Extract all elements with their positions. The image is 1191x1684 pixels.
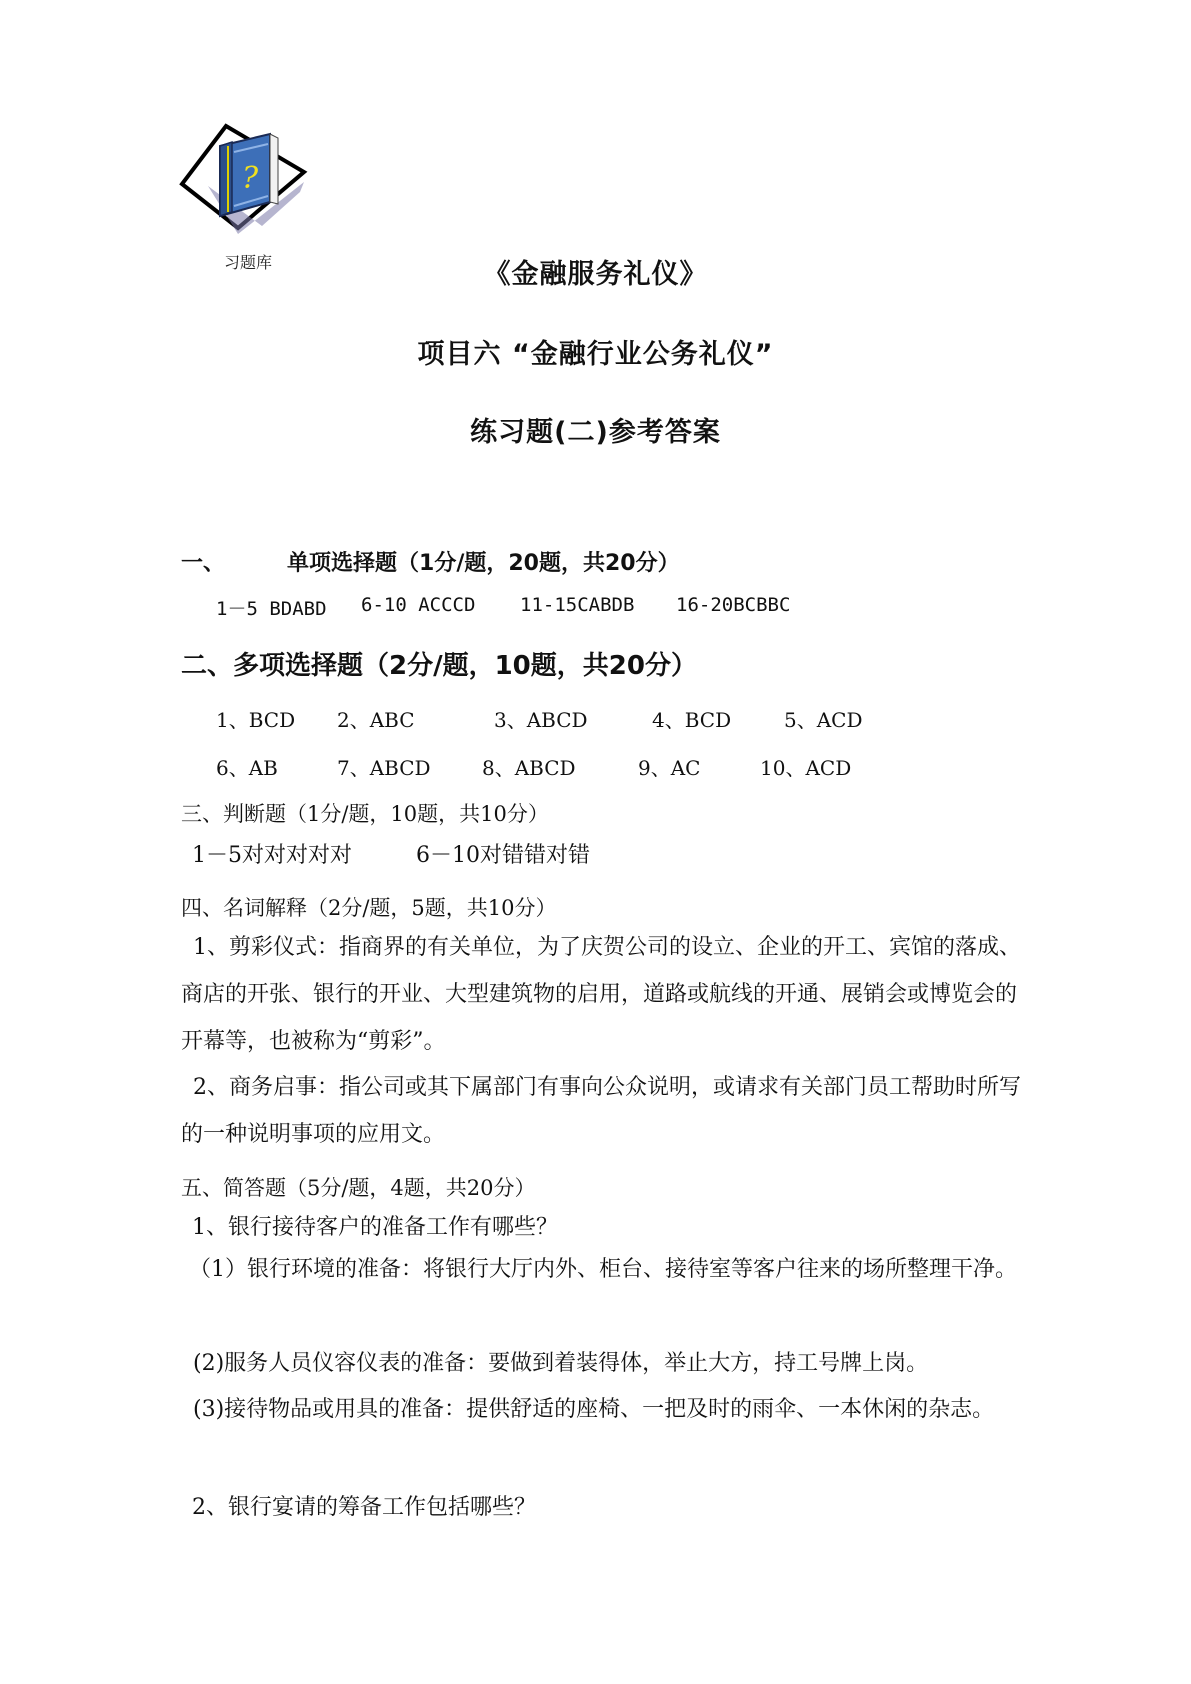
term-definition: 2、商务启事：指公司或其下属部门有事向公众说明，或请求有关部门员工帮助时所写的一种说明事项的应用文。 — [181, 1075, 1021, 1147]
s2-answer: 6、AB — [216, 756, 278, 780]
section5-heading: 五、简答题（5分/题，4题，共20分） — [181, 1176, 536, 1200]
svg-text:?: ? — [242, 161, 259, 196]
project-title: 项目六 “金融行业公务礼仪” — [417, 339, 774, 370]
section1-heading — [181, 546, 680, 577]
s3-answer: 1－5对对对对对 — [192, 843, 352, 868]
s2-answer: 10、ACD — [760, 756, 852, 780]
s2-answer: 5、ACD — [784, 708, 863, 732]
term-definition: 1、剪彩仪式：指商界的有关单位，为了庆贺公司的设立、企业的开工、宾馆的落成、商店的开张、银行的开业、大型建筑物的启用，道路或航线的开通、展销会或博览会的开幕等，也被称为“剪彩”。 — [181, 935, 1021, 1054]
logo-caption: 习题库 — [224, 253, 273, 272]
s2-answer: 7、ABCD — [337, 756, 431, 780]
section1-number: 一、 — [181, 551, 226, 576]
s2-answer: 8、ABCD — [482, 756, 576, 780]
answer-point: (2)服务人员仪容仪表的准备：要做到着装得体，举止大方，持工号牌上岗。 — [193, 1351, 929, 1376]
s1-answer: 16-20BCBBC — [676, 594, 791, 616]
answer-point: (3)接待物品或用具的准备：提供舒适的座椅、一把及时的雨伞、一本休闲的杂志。 — [193, 1397, 995, 1422]
s2-answer: 9、AC — [638, 756, 701, 780]
s1-answer: 1－5 BDABD — [216, 598, 327, 620]
answer-point: （1）银行环境的准备：将银行大厅内外、柜台、接待室等客户往来的场所整理干净。 — [189, 1257, 1017, 1282]
course-title: 《金融服务礼仪》 — [483, 259, 708, 290]
question-book-icon — [178, 122, 310, 246]
section2-heading: 二、多项选择题（2分/题，10题，共20分） — [181, 651, 697, 681]
s2-answer: 3、ABCD — [494, 708, 588, 732]
question: 1、银行接待客户的准备工作有哪些？ — [192, 1215, 558, 1240]
section3-heading: 三、判断题（1分/题，10题，共10分） — [181, 802, 549, 826]
section4-heading: 四、名词解释（2分/题，5题，共10分） — [181, 896, 557, 920]
s2-answer: 4、BCD — [652, 708, 732, 732]
s2-answer: 2、ABC — [337, 708, 415, 732]
s3-answer: 6－10对错错对错 — [416, 843, 590, 868]
s1-answer: 11-15CABDB — [520, 594, 635, 616]
section1-heading-text: 单项选择题（1分/题，20题，共20分） — [287, 551, 680, 576]
s1-answer: 6-10 ACCCD — [361, 594, 476, 616]
s2-answer: 1、BCD — [216, 708, 296, 732]
question: 2、银行宴请的筹备工作包括哪些？ — [192, 1495, 536, 1520]
exercise-title: 练习题(二)参考答案 — [470, 417, 721, 448]
